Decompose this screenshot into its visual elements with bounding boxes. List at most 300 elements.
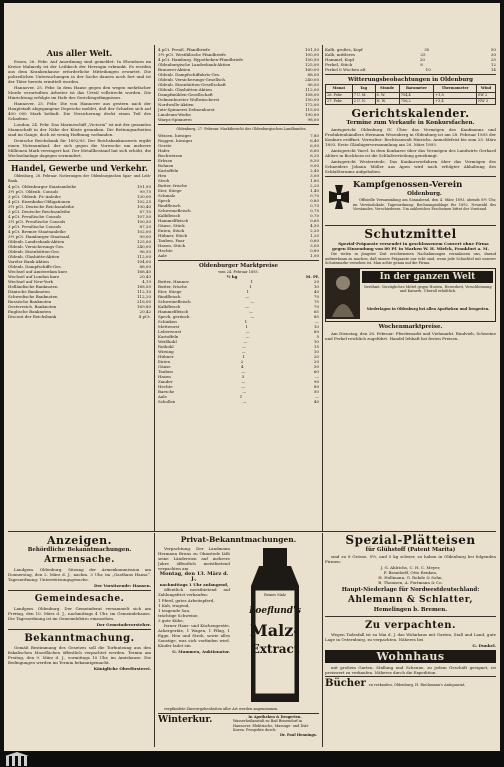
- market-row-value: 87,10: [139, 209, 151, 214]
- stock-row-label: Brauerei-Aktien: [158, 67, 191, 72]
- grain-row-label: Kartoffeln: [158, 167, 179, 173]
- marktpreise-row-label: Mettwurst: [158, 324, 180, 329]
- marktpreise-row-value: 10: [313, 339, 319, 344]
- left-column: [8, 47, 151, 529]
- weather-header-row: [326, 85, 496, 93]
- grain-row-value: 3,00: [310, 172, 319, 178]
- marktpreise-row-value: 1: [242, 354, 245, 359]
- stock-row-label: 4 pCt. Hamburg. Hypotheken-Pfandbriefe: [158, 57, 244, 62]
- marktpreise-row-value: —: [241, 379, 246, 384]
- anzeigen-title: Anzeigen.: [47, 534, 112, 547]
- haupt-city: Hemelingen b. Bremen.: [373, 607, 448, 613]
- market-row-label: 3½ pCt. Deutsche Reichsanleihe: [8, 204, 75, 209]
- marktpreise-row-value: 10: [313, 324, 319, 329]
- marktpreise-row-label: Butter, Hannov.: [158, 279, 190, 284]
- ausaller-para-5: Deutsche Reichsbank für 1892/93. Der Reichsbankausweis ergibt einen Notenumlauf, der sich gegen die Vorwoche um mehrere Millionen Mark verringert hat. Der Metallbestand hat sich erhöht, die Wechselanlage dagegen vermindert.: [8, 138, 151, 158]
- stock-row-label: Oldenb. Glashütten-Aktien: [158, 87, 212, 92]
- marktpreise-row-value: 90: [313, 379, 319, 384]
- market-row-value: 99,75: [139, 189, 151, 194]
- market-table: [8, 184, 151, 319]
- malz-word: Malz-: [250, 621, 300, 640]
- marktpreise-row-value: 1: [245, 324, 248, 329]
- grain-row-value: 9,00: [310, 162, 319, 168]
- market-row-label: Englische Banknoten: [8, 309, 51, 314]
- market-row-value: 101,50: [137, 184, 151, 189]
- market-row-value: 99,00: [139, 234, 151, 239]
- grain-row: [158, 253, 319, 258]
- marktpreise-row-label: Gänse: [158, 364, 171, 369]
- marktpreise-row-value: 75: [313, 299, 319, 304]
- grain-row-value: 4,50: [310, 222, 319, 228]
- marktpreise-row-value: 20: [313, 279, 319, 284]
- grain-row-value: 1,80: [310, 177, 319, 183]
- market-row-label: Russische Banknoten: [8, 299, 52, 304]
- livestock-row-value: 10: [425, 67, 431, 72]
- stock-row-value: 96,50: [307, 82, 319, 87]
- bottom-rule-1: [154, 533, 155, 747]
- ausaller-para-4: London, 24. Febr. Das Marineschiff „Victoria“ ist mit der gesamten Mannschaft in der Nähe der Küste gesunken. Die Rettungsarbeiten sind im Gange, doch ist wenig Hoffnung vorhanden.: [8, 122, 151, 137]
- stock-row-label: Delmenhorster Wollwäscherei: [158, 97, 220, 102]
- marktpreise-row-value: 60: [313, 329, 319, 334]
- library-logo-icon: [4, 752, 44, 767]
- marktpreise-row-label: Enten: [158, 359, 171, 364]
- marktpreise-row-label: Rindfleisch: [158, 294, 181, 299]
- marktpreise-row-value: 4: [240, 364, 244, 369]
- livestock-row-value: 30: [490, 52, 496, 57]
- wochen-text: Am Dienstag, den 28. Februar: Pferdemarkt und Viehmarkt. Rindvieh, Schweine und Ferkel reichlich zugeführt. Handel lebhaft bei festen Preisen.: [325, 330, 496, 341]
- grain-row-label: Schweinefleisch: [158, 207, 191, 213]
- marktpreise-row-label: Hühner: [158, 354, 174, 359]
- grain-row-value: 0,70: [310, 202, 319, 208]
- divider: [325, 74, 496, 75]
- ausaller-title: Aus aller Welt.: [46, 48, 113, 58]
- grain-row-label: Speck: [158, 197, 171, 203]
- grain-row-label: Heu: [158, 172, 167, 178]
- market-row-label: Dänische Banknoten: [8, 289, 50, 294]
- gericht-para-3: Amtsgericht Westerstede. Das Konkursverfahren über das Vermögen des Schneiders Johann Müller aus Apen wird nach erfolgter Abhaltung des Schlußtermins aufgehoben.: [325, 159, 496, 174]
- stock-row: [158, 117, 319, 122]
- grain-row-label: Buchweizen: [158, 152, 183, 158]
- market-row-value: 112,20: [137, 294, 151, 299]
- market-row-value: 96,50: [139, 249, 151, 254]
- marktpreise-row: [158, 399, 319, 404]
- market-row-value: 100,50: [137, 219, 151, 224]
- verpachten-title: Zu verpachten.: [364, 620, 457, 631]
- marktpreise-row-label: Leberwurst: [158, 329, 182, 334]
- stock-row-value: 160,00: [305, 67, 319, 72]
- marktpreise-row-label: Eier, Stiege: [158, 289, 182, 294]
- stock-row-value: 100,00: [305, 52, 319, 57]
- welt-text: berühmt. Vorzügliches Mittel gegen Husten, Heiserkeit, Verschleimung und Katarrh. Überall erhältlich.: [364, 284, 492, 293]
- weather-cell: Thermometer: [434, 85, 477, 93]
- market-row-label: 3½ pCt. Oldenb. Consols: [8, 189, 59, 194]
- haupt-firm: Ahlemann & Schlatter,: [347, 595, 474, 605]
- wohnhaus-text: mit großem Garten, Stallung und Scheune, zu jedem Geschäft geeignet, ist preiswert zu verkaufen. Näheres durch die Expedition.: [325, 665, 496, 675]
- iron-cross-icon: [327, 183, 351, 211]
- marktpreise-row-label: Schweinefleisch: [158, 299, 191, 304]
- ausaller-para-3: Hannover, 25. Febr. Die von Hannover aus gestern nach der Hauptstadt abgegangene Depesche meldet, daß der Schaden sich auf 400 000 Mark beläuft. Die Versicherung deckt einen Teil des Schadens.: [8, 101, 151, 121]
- market-row-value: 169,80: [137, 304, 151, 309]
- stock-row-label: Jute-Spinnerei Delmenhorst: [158, 107, 215, 112]
- haupt-title: Haupt-Niederlage für Nordwestdeutschland:: [341, 587, 480, 593]
- marktpreise-row-value: —: [242, 399, 247, 404]
- divider: [325, 616, 496, 617]
- armen-title: Armensache.: [44, 555, 115, 565]
- grain-row-label: Weizen, hiesiger: [158, 132, 192, 138]
- marktpreise-row-value: —: [245, 329, 250, 334]
- divider: [158, 260, 319, 261]
- market-row-label: 4 pCt. Oldenburger Staatsanleihe: [8, 184, 77, 189]
- marktpreise-row-value: 1: [250, 279, 254, 284]
- stock-row-label: Nordwolle-Aktien: [158, 102, 194, 107]
- gericht-para-1: Amtsgericht Oldenburg IV. Über das Vermögen des Kaufmanns und Produktenhändlers Hermann Wesenberg in Oldenburg ist am 28. Februar 1893 der Konkurs eröffnet. Verwalter: Rechtsanwalt Hinrichs. Anmeldefrist bis zum 25. März 1893. Erste Gläubigerversammlung am 20. März 1893.: [325, 127, 496, 147]
- stock-row-label: Oldenb. Versicherungs-Gesellsch.: [158, 77, 227, 82]
- marktpreise-row-value: —: [250, 299, 255, 304]
- grain-row-value: 6,40: [310, 137, 319, 143]
- livestock-row-value: 25: [490, 57, 496, 62]
- grain-row-label: Gerste: [158, 142, 172, 148]
- market-row-label: Oldenb. Glashütte-Aktien: [8, 254, 60, 259]
- stock-row-value: 125,00: [305, 62, 319, 67]
- divider: [8, 160, 151, 161]
- marktpreise-row-value: —: [250, 314, 255, 319]
- spezial-firm: F. Brandorff, Otto Renken,: [383, 570, 438, 575]
- marktpreise-row-label: Hechte: [158, 384, 173, 389]
- marktpreise-row-value: —: [242, 389, 247, 394]
- ausaller-para-1: Essen, 26. Febr. Auf Anordnung sind gemeldet: In Elsenborn im Kreise Malmedy ist der Leibkoch der Herzogin erkrankt. Es werden aus dem Krankenhause erforderliche Mitteilungen erwartet. Die polizeilichen Untersuchungen in der Sache dauern noch fort und ist der Täter bereits ermittelt worden.: [8, 59, 151, 84]
- marktpreise-row-label: Rotkohl: [158, 344, 174, 349]
- malz-ad: [233, 546, 317, 706]
- livestock-row-label: Ferkel 6 Wochen alt: [325, 67, 366, 72]
- marktpreise-row-value: 1: [249, 284, 252, 289]
- spezial-subtitle: für Glühstoff (Patent Marita): [365, 547, 456, 553]
- grain-row-value: 6,20: [310, 152, 319, 158]
- column-rule-2: [322, 45, 323, 531]
- welt-sub: Niederlagen in Oldenburg bei allen Apotheken und Drogerien.: [366, 306, 490, 311]
- stock-row-value: 240,00: [305, 77, 319, 82]
- weather-cell: N. W.: [375, 99, 399, 105]
- stock-row-value: 108,00: [305, 92, 319, 97]
- spezial-firm: B. Thomsen, A. Portmann & Co.: [378, 580, 443, 585]
- grain-row-value: 7,80: [310, 132, 319, 138]
- winterkur-title: Winterkur.: [158, 714, 213, 725]
- livestock-row-label: Hammel, Kopf: [325, 57, 354, 62]
- bottom-rule-2: [322, 533, 323, 747]
- market-row-value: 112,10: [137, 289, 151, 294]
- stock-row-value: 115,00: [305, 107, 319, 112]
- bekannt-title: Bekanntmachung.: [24, 633, 135, 644]
- privat-item: 1 tragende Sau,: [158, 608, 191, 613]
- marktpreise-row-value: 2: [240, 359, 244, 364]
- marktpreise-row-value: 20: [313, 354, 319, 359]
- verpachten-text: Wegen Todesfall ist zu Mai d. J. das Wohnhaus mit Garten, Stall und Land, gute Lage in Osternburg, zu verpachten. Näheres bei: [325, 632, 496, 642]
- marktpreise-row-value: 3: [241, 374, 245, 379]
- market-row-label: Holländische Banknoten: [8, 284, 58, 289]
- marktpreise-row-value: —: [249, 309, 254, 314]
- marktpreise-row-value: —: [241, 384, 246, 389]
- privat-title: Privat-Bekanntmachungen.: [180, 535, 297, 544]
- weather-cell: +1,8: [434, 93, 477, 99]
- weather-cell: +3,4: [434, 99, 477, 105]
- weather-cell: S. W.: [375, 93, 399, 99]
- market-row-value: 88,00: [139, 264, 151, 269]
- stock-row-value: 112,00: [305, 87, 319, 92]
- weather-cell: Stunde: [375, 85, 399, 93]
- marktpreise-row-value: 80: [313, 384, 319, 389]
- right-column: [325, 47, 496, 529]
- weather-cell: 756,2: [399, 99, 433, 105]
- market-row-value: 130,00: [137, 194, 151, 199]
- kampf-text: Offizielle Versammlung am Sonnabend, den 4. März 1893, abends 8½ Uhr, im Vereinslokale. Tagesordnung: Rechnungsablage für 1892. Neuwahl des Vorstandes. Verschiedenes. Um zahlreiches Erscheinen bittet der Vorstand.: [353, 198, 496, 211]
- grain-row-label: Enten, Stück: [158, 227, 185, 233]
- market-row-value: 125,00: [137, 239, 151, 244]
- privat-rest: ferner Haus- und Küchengeräte, Ackergeräte, 1 Wagen, 1 Pflug, 1 Egge, Heu und Stroh, sowie alles Sonstige, was sich vorfinden wird. Käufer ladet ein: [158, 623, 230, 648]
- grain-row-label: Hühner, Stück: [158, 232, 188, 238]
- grain-row-label: Hechte: [158, 247, 173, 253]
- stock-row-label: Oldenb. Eisenhütten-Gesellschaft: [158, 82, 226, 87]
- stock-table: [158, 47, 319, 122]
- market-row-value: 20,42: [139, 309, 151, 314]
- market-row-value: 102,25: [137, 199, 151, 204]
- privat-note: verpfändete Zinsvergehenheiten aller Art werden angenommen.: [164, 707, 279, 711]
- stock-row-label: Linoleum-Werke: [158, 112, 191, 117]
- column-rule-1: [154, 45, 155, 531]
- bottom-middle: [158, 534, 319, 748]
- marktpreise-row-value: —: [314, 319, 319, 324]
- market-row-label: Oldenb. Versicherungs-Ges.: [8, 244, 65, 249]
- schutz-title: Schutzmittel: [364, 227, 457, 241]
- grain-row-label: Erbsen: [158, 157, 173, 163]
- divider: [8, 629, 151, 630]
- schutz-text: Spezial-Präparate versendet in geschlossenem Couvert ohne Firma gegen Einsendung von 80 Pf. in Marken W. H. Mielck, Frankfurt a. M.: [332, 241, 489, 251]
- privat-item: 1 Kuh, tragend,: [158, 603, 190, 608]
- stock-row-label: Warps-Spinnerei: [158, 117, 192, 122]
- marktpreise-header-cell: M. Pf.: [305, 274, 319, 279]
- market-row-label: 3 pCt. Deutsche Reichsanleihe: [8, 209, 71, 214]
- marktpreise-row-value: 65: [313, 309, 319, 314]
- grain-row-value: 2,20: [310, 227, 319, 233]
- grain-row-value: 1,20: [310, 232, 319, 238]
- schutz-para: Die vielen in jüngster Zeit erschienenen Nachahmungen veranlassen uns, darauf aufmerksam zu machen, daß unsere Präparate nur echt sind, wenn jede Schachtel mit unserer Schutzmarke versehen ist. Man achte genau auf die Firma.: [325, 252, 496, 265]
- stock-row-label: Oldenburgische Landesbank-Aktien: [158, 62, 231, 67]
- stock-row-label: Oldenb. Dampfschiffahrts-Ges.: [158, 72, 221, 77]
- marktpreise-row-value: 5: [316, 334, 319, 339]
- marktpreise-row-value: —: [243, 339, 248, 344]
- weather-cell: SW 2: [477, 93, 496, 99]
- divider: [8, 590, 151, 591]
- ausaller-para-2: Hannover, 25. Febr. In dem Hause gegen den wegen mehrfacher Morde verurteilten Arbeiter ist das Urteil vollstreckt worden. Die Hinrichtung erfolgte im Hofe des Gerichtsgefängnisses.: [8, 85, 151, 100]
- grain-row-label: Kalbfleisch: [158, 212, 181, 218]
- grain-row-label: Bohnen: [158, 162, 174, 168]
- market-row: [8, 314, 151, 319]
- scan-footer: [0, 752, 504, 767]
- marktpreise-row-label: Speck, geräuch.: [158, 314, 191, 319]
- marktpreise-row-value: 1: [246, 289, 249, 294]
- livestock-row-label: Kalb, großes, Kopf: [325, 47, 363, 52]
- market-row-value: 168,50: [137, 284, 151, 289]
- handel-subtitle: Oldenburg, 28. Februar. Notierungen der Oldenburgischen Spar- und Leih-Bank.: [8, 174, 151, 183]
- market-row-value: 216,00: [137, 299, 151, 304]
- marktpreise-row-value: 10: [313, 284, 319, 289]
- marktpreise-row-label: Tauben: [158, 369, 173, 374]
- buecher-title: Bücher: [325, 678, 366, 689]
- wetter-title: Witterungsbeobachtungen in Oldenburg: [348, 77, 473, 83]
- marktpreise-row-label: Aale: [158, 394, 167, 399]
- livestock-row-label: Kalb, mittleres: [325, 52, 356, 57]
- malz-foot: In Apotheken & Drogerien.: [248, 714, 302, 719]
- grain-row-value: 3,00: [310, 242, 319, 248]
- marktpreise-row-value: —: [241, 369, 246, 374]
- market-row-label: 3½ pCt. Hamburger Staatsanl.: [8, 234, 71, 239]
- grain-row-value: 0,70: [310, 192, 319, 198]
- market-row-label: Oldenb. Dampfschiffs-Ges.: [8, 264, 62, 269]
- marktpreise-row-value: 70: [313, 304, 319, 309]
- grain-row-label: Roggen, hiesiger: [158, 137, 193, 143]
- market-row-value: 107,50: [137, 214, 151, 219]
- bekannt-text: Gemäß Bestimmung des Gesetzes soll die Torfnutzung aus den fiskalischen Moorflächen öffentlich verpachtet werden. Termin am Freitag, den 9. März d. J., vormittags 10 Uhr, im Amtshause. Die Bedingungen werden im Termin bekanntgemacht.: [8, 645, 151, 665]
- weather-table: [325, 84, 496, 105]
- figure-icon: [326, 269, 360, 319]
- marktpreise-row-value: —: [245, 294, 250, 299]
- marktpreise-row-value: 70: [313, 294, 319, 299]
- stock-row-label: 4 pCt. Preuß. Pfandbriefe: [158, 47, 211, 52]
- stock-row-label: 3½ pCt. Westfälische Pfandbriefe: [158, 52, 226, 57]
- weather-cell: NW 3: [477, 99, 496, 105]
- market-row-label: Schwedische Banknoten: [8, 294, 58, 299]
- armen-sign: Der Vorsitzende: Hansen.: [94, 583, 151, 588]
- middle-column: [158, 47, 319, 529]
- marktpreise-row-value: 20: [313, 359, 319, 364]
- weather-cell: 754,4: [399, 93, 433, 99]
- grain-row-value: 0,80: [310, 197, 319, 203]
- market-row-label: Oldenb. Eisenhütten-Ges.: [8, 249, 60, 254]
- livestock-row-value: 8: [420, 62, 423, 67]
- weather-cell: 27. Febr.: [326, 99, 353, 105]
- market-row-label: Discont der Reichsbank: [8, 314, 57, 319]
- marktpreise-row-value: —: [245, 304, 250, 309]
- marktpreise-row-value: 50: [313, 389, 319, 394]
- marktpreise-row-label: Hasen: [158, 374, 171, 379]
- malz-top: Reines Malz: [264, 593, 286, 597]
- grain-row-label: Hafer: [158, 147, 170, 153]
- market-row-value: 104,00: [137, 259, 151, 264]
- weather-cell: 7 U. M.: [352, 93, 375, 99]
- grain-row-value: 1,40: [310, 187, 319, 193]
- livestock-row: [325, 67, 496, 72]
- grain-row-value: 0,60: [310, 237, 319, 243]
- grain-row-label: Eier, Stiege: [158, 187, 182, 193]
- weather-cell: Barometer: [399, 85, 433, 93]
- marktpreise-row-value: —: [241, 349, 246, 354]
- livestock-row-label: Ferkel, Stück: [325, 62, 353, 67]
- market-row-value: 168,40: [137, 269, 151, 274]
- market-row-value: 100,40: [137, 204, 151, 209]
- marktpreise-row-label: Barsche: [158, 389, 175, 394]
- kampf-ad: [325, 176, 496, 226]
- kampf-title: Kampfgenossen-Verein: [353, 180, 463, 190]
- spezial-firm: J. G. Ahlrichs, C. H. C. Meyer,: [380, 565, 441, 570]
- marktpreise-row-label: Hammelfleisch: [158, 309, 189, 314]
- gericht-subtitle: Termine zum Verkaufe in Konkursfachen.: [346, 120, 475, 126]
- market-row-value: 87,20: [139, 224, 151, 229]
- grain-row-value: 6,60: [310, 147, 319, 153]
- gericht-para-2: Amtsgericht Varel. In dem Konkurse über das Vermögen des Landwirts Gerhard Ahlers in Bockhorn ist die Schlußverteilung genehmigt.: [325, 148, 496, 158]
- marktpreise-table: [158, 274, 319, 404]
- privat-date: Montag, den 13. März d. J.,: [159, 571, 229, 582]
- market-row-label: 4 pCt. Preußische Consols: [8, 214, 62, 219]
- privat-more: öffentlich meistbietend auf Zahlungsfrist verkaufen:: [158, 587, 230, 597]
- marktpreise-row-value: —: [241, 344, 246, 349]
- marktpreise-row-label: Kalbfleisch: [158, 304, 181, 309]
- gemeinde-title: Gemeindesache.: [34, 594, 125, 604]
- marktpreise-row-value: —: [314, 374, 319, 379]
- market-row-label: 3 pCt. Oldenb. Pr.-Anleihe: [8, 194, 61, 199]
- marktpreise-date: vom 24. Februar 1893.: [218, 269, 259, 274]
- livestock-row-value: 14: [490, 67, 496, 72]
- anzeigen-subtitle: Behördliche Bekanntmachungen.: [27, 547, 132, 553]
- market-row-label: Oesterreich. Banknoten: [8, 304, 57, 309]
- stock-row-value: 172,00: [305, 102, 319, 107]
- grain-row-value: 2,20: [310, 182, 319, 188]
- product-image: [326, 269, 360, 319]
- market-row-value: 20,43: [139, 274, 151, 279]
- bottom-right: [325, 534, 496, 748]
- marktpreise-row-value: 1: [244, 319, 248, 324]
- divider: [158, 124, 319, 125]
- livestock-row-value: 12: [490, 62, 496, 67]
- livestock-row-value: 20: [419, 57, 425, 62]
- weather-cell: Tag: [352, 85, 375, 93]
- privat-time: nachmittags 1 Uhr anfangend,: [159, 582, 229, 587]
- grain-row-label: Rindfleisch: [158, 202, 181, 208]
- welt-ad: [325, 268, 496, 322]
- spezial-firm: H. Hollmann, G. Rohde & Sohn,: [378, 575, 443, 580]
- marktpreise-row-value: 40: [313, 399, 319, 404]
- market-row-value: 102,00: [137, 229, 151, 234]
- grain-row-value: 1,00: [310, 252, 319, 258]
- weather-cell: 26. Febr.: [326, 93, 353, 99]
- grain-row-value: 2,40: [310, 167, 319, 173]
- malz-brand: Loeflund's: [249, 606, 301, 616]
- market-row-label: Wechsel auf London kurz: [8, 274, 60, 279]
- marktpreise-row-label: Kartoffeln: [158, 334, 179, 339]
- marktpreise-row-label: Butter, frische: [158, 284, 188, 289]
- grain-row-value: 0,70: [310, 212, 319, 218]
- grain-row-label: Butter, frische: [158, 182, 188, 188]
- grain-row-value: 6,90: [310, 142, 319, 148]
- grain-row-value: 8,50: [310, 157, 319, 163]
- armen-text: Landgem. Oldenburg. Sitzung der Armenkommission am Donnerstag, den 2. März d. J., nachm. 3 Uhr, im „Gasthaus Hansa“. Tagesordnung: Unterstützungsgesuche.: [8, 567, 151, 582]
- privat-text: Verpachtung. Der Landmann Hermann Bruns zu Ohmstede läßt seine Ländereien auf mehrere Jahre öffentlich meistbietend verpachten am: [158, 546, 230, 571]
- gericht-title: Gerichtskalender.: [351, 107, 470, 120]
- market-row-label: Oldenb. Landesbank-Aktien: [8, 239, 65, 244]
- marktpreise-row-value: 85: [313, 314, 319, 319]
- livestock-table: [325, 47, 496, 72]
- grain-row-label: Schmalz: [158, 192, 176, 198]
- marktpreise-header-cell: ½ kg: [226, 274, 238, 279]
- kampf-city: Oldenburg.: [407, 191, 442, 197]
- spezial-title: Spezial-Plätteisen: [345, 534, 476, 547]
- gemeinde-sign: Der Gemeindevorsteher.: [96, 622, 151, 627]
- grain-row-value: 0,80: [310, 247, 319, 253]
- verpachten-sign: G. Dunkel.: [472, 643, 496, 648]
- wochen-title: Wochenmarktpreise.: [378, 323, 443, 330]
- stock-row-value: 100,50: [305, 57, 319, 62]
- stock-row-value: 101,50: [305, 47, 319, 52]
- stock-row-label: Dampfmühlen-Gesellschaft: [158, 92, 213, 97]
- spezial-text: sind zu 8 Grösse, 5½, und 5 kg schwer, zu haben in Oldenburg bei folgenden Firmen:: [325, 554, 496, 564]
- marktpreise-row-value: 40: [313, 289, 319, 294]
